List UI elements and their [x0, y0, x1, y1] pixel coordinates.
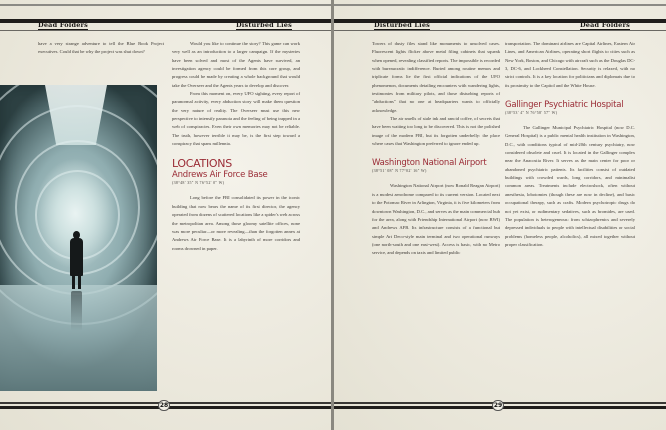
paragraph: The Gallinger Municipal Psychiatric Hospital (now D.C. General Hospital) is a public mental health institution in Washington, D.C., with conditions typical of mid-20th century psychiatry, now considered obsolete and cruel. It is located in the Gallinger complex near the Anacostia River. It serves as the main center for poor or abandoned psychiatric patients. Its facilities consist of outdated buildings with crowded wards, long corridors, and minimalist common areas. Treatments include electroshock, often without anesthesia, lobotomies (though these are now in decline), and basic occupational therapy, such as crafts. Modern psychotropic drugs do not yet exist, or rudimentary sedatives, such as bromides, are used. The population is heterogeneous: from schizophrenics and severely depressed individuals to people with intellectual disabilities or social problems (homeless people, alcoholics), all mixed together without proper classification. [505, 125, 635, 247]
section-heading: LOCATIONS [172, 157, 232, 171]
running-header-left: Dead Folders [38, 21, 89, 29]
top-frame-rule [334, 4, 666, 6]
page-number: 29 [493, 402, 503, 409]
left-page [0, 0, 332, 430]
silhouette-legs [72, 273, 81, 289]
paragraph: Towers of dusty files stand like monuments to unsolved cases. Fluorescent lights flicker above metal filing cabinets that squeak when opened, revealing classified reports. The impossible is recorded with bureaucratic indifference. Buried among routine memos and triplicate forms lie the first official indications of the UFO phenomenon, documents detailing encounters with wandering lights, testimonies from military pilots, and those disturbing reports of "abductions" that no one at headquarters wants to officially acknowledge. [372, 41, 500, 113]
running-header-left: Disturbed Lies [374, 21, 431, 29]
running-header-right: Dead Folders [579, 21, 630, 29]
right-column-1-text [372, 40, 500, 258]
location-heading: Andrews Air Force Base [172, 170, 268, 181]
left-column-1-text [38, 40, 164, 57]
header-rule-thin [0, 30, 332, 31]
left-column-2-text [172, 40, 300, 253]
running-header-right: Disturbed Lies [235, 21, 292, 29]
location-coordinates: (38°53′ 4″ N 76°58′ 57″ W) [505, 110, 558, 116]
location-heading: Washington National Airport [372, 158, 487, 169]
paragraph: have a very strange adventure to tell the Blue Book Project executives. Could that be why the project was shut down? [38, 41, 164, 55]
paragraph: Washington National Airport (now Ronald Reagan Airport) is a modest aerodrome compared to its current version. Located next to the Potomac River in Arlington, Virginia, it is five kilometers from downtown Washington, D.C., and serves as the main commercial hub for the area, along with Friendship International Airport (now BWI) and Andrews AFB. Its infrastructure consists of a functional but simple Art Deco-style main terminal and two operational runways (one north-south and one east-west). Access is basic, with no Metro service, and depends on taxis and limited public [372, 183, 500, 256]
header-rule-thin [334, 30, 666, 31]
silhouette-body [70, 238, 83, 276]
top-frame-rule [0, 4, 332, 6]
right-column-2-text [505, 40, 635, 249]
paragraph: transportation. The dominant airlines are Capital Airlines, Eastern Air Lines, and American Airlines, operating short flights to cities such as New York, Boston, and Chicago with aircraft such as the Douglas DC-3, DC-6, and Lockheed Constellation. Security is relaxed, with no strict controls. It is a key location for politicians and diplomats due to its proximity to the Capitol and the White House. [505, 41, 635, 88]
page-number: 28 [159, 402, 169, 409]
silhouette-reflection [71, 291, 82, 331]
paragraph: From this moment on, every UFO sighting, every report of paranormal activity, every abduction story will make them question the very nature of reality. The Overseer must use this new perspective to intensify paranoia and the feeling of being trapped in a web of conspiracies. Even their own memories may not be reliable. The truth, however terrible it may be, is the first step toward a conspiracy that spans millennia. [172, 91, 300, 147]
location-heading: Gallinger Psychiatric Hospital [505, 100, 624, 111]
paragraph: Would you like to continue the story? This game can work very well as an introduction to a larger campaign. If the mysteries have been solved and most of the Agents have survived, an investigation agency could be formed from this core group, and progress could be made by creating a whole background that would take the Overseer and the Agents years to develop and discover. [172, 41, 300, 88]
paragraph: The air smells of stale ink and rancid coffee, of secrets that have been waiting too long to be discovered. This is not the polished image of the modern FBI, but its forgotten underbelly: the place where cases that Washington preferred to ignore ended up. [372, 116, 500, 147]
photo-tunnel-figure [0, 85, 157, 391]
paragraph: Long before the FBI consolidated its power in the iconic building that now bears the name of its first director, the agency operated from dozens of scattered locations like a spider's web across the metropolitan area. Among those gloomy satellite offices, none was more peculiar—or more revealing—than the forgotten annex at Andrews Air Force Base. It is a labyrinth of more corridors and rooms drowned in paper. [172, 195, 300, 251]
location-coordinates: (38°48′ 35″ N 76°52′ 0″ W) [172, 180, 225, 186]
location-coordinates: (38°51′ 08″ N 77°02′ 16″ W) [372, 168, 427, 174]
right-page [334, 0, 666, 430]
